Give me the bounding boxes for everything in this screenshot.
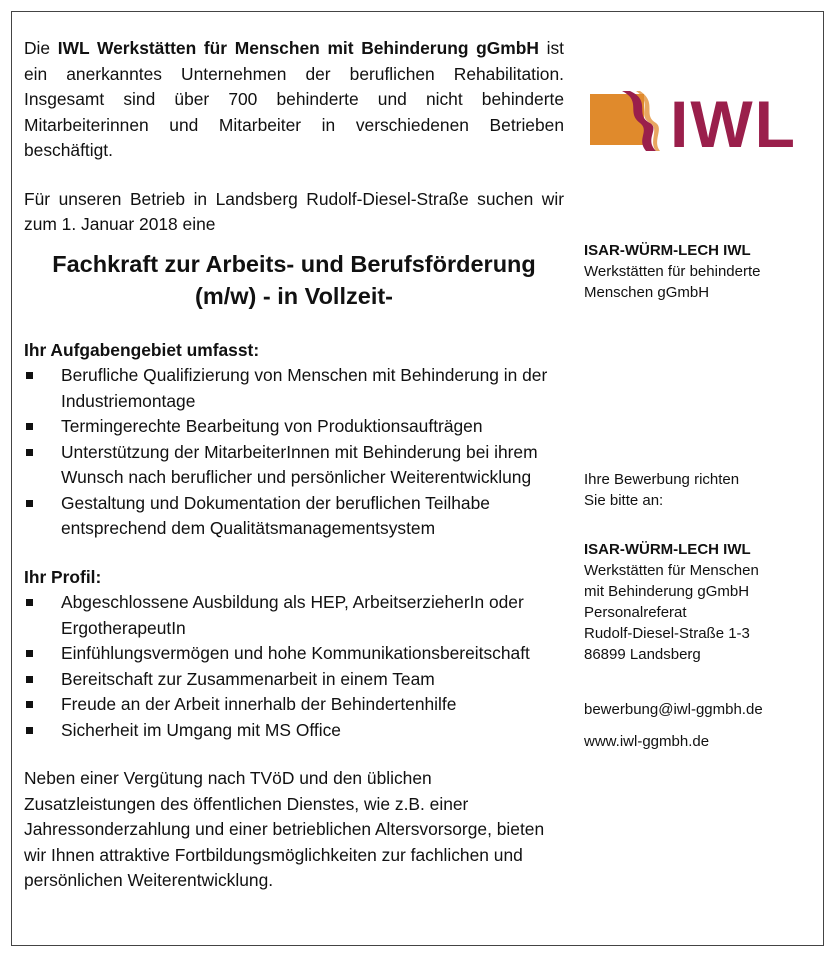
contact-line: mit Behinderung gGmbH xyxy=(584,583,750,600)
closing-paragraph: Neben einer Vergütung nach TVöD und den üblichen Zusatzleistungen des öffentlichen Dienstes, wie z.B. einer Jahressonderzahlung und einer betrieblichen Altersvorsorge, bieten wir Ihnen attraktive Fortbildungsmöglichkeiten zur fachlichen und persönlichen Weiterentwicklung. xyxy=(24,768,545,890)
job-title-line2: (m/w) - in Vollzeit- xyxy=(195,282,393,309)
bullet-icon xyxy=(26,500,33,507)
bullet-icon xyxy=(26,449,33,456)
list-item-text: Unterstützung der MitarbeiterInnen mit Behinderung bei ihrem Wunsch nach beruflicher und persönlicher Weiterentwicklung xyxy=(61,441,538,487)
contact-line: Werkstätten für Menschen xyxy=(584,562,759,579)
list-item xyxy=(24,667,564,693)
intro-text-after: ist ein anerkanntes Unternehmen der beruflichen Rehabilitation. Insgesamt sind über 700 behinderte und nicht behinderte Mitarbeiterinnen und Mitarbeiter in verschiedenen Betrieben beschäftigt. xyxy=(24,38,564,160)
sidebar-apply-line: Sie bitte an: xyxy=(584,492,664,509)
contact-line: Personalreferat xyxy=(584,604,687,621)
sidebar-apply-note xyxy=(584,469,814,511)
job-ad-main-column xyxy=(24,36,564,894)
list-item-text: Einfühlungsvermögen und hohe Kommunikationsbereitschaft xyxy=(61,643,530,663)
sidebar-org-name: ISAR-WÜRM-LECH IWL xyxy=(584,242,751,259)
contact-line: Rudolf-Diesel-Straße 1-3 xyxy=(584,625,750,642)
sidebar-website[interactable] xyxy=(584,731,814,752)
bullet-icon xyxy=(26,727,33,734)
contact-name: ISAR-WÜRM-LECH IWL xyxy=(584,541,751,558)
intro-company-name: IWL Werkstätten für Menschen mit Behinderung gGmbH xyxy=(57,38,539,58)
sidebar-apply-line: Ihre Bewerbung richten xyxy=(584,471,740,488)
email-link[interactable]: bewerbung@iwl-ggmbh.de xyxy=(584,701,763,718)
list-item xyxy=(24,590,564,641)
profile-list xyxy=(24,590,564,743)
list-item xyxy=(24,491,564,542)
bullet-icon xyxy=(26,423,33,430)
sidebar-contact-address xyxy=(584,539,814,665)
list-item-text: Berufliche Qualifizierung von Menschen mit Behinderung in der Industriemontage xyxy=(61,365,548,411)
tasks-list xyxy=(24,363,564,542)
tasks-heading: Ihr Aufgabengebiet umfasst: xyxy=(24,339,260,360)
bullet-icon xyxy=(26,650,33,657)
website-link[interactable]: www.iwl-ggmbh.de xyxy=(584,733,710,750)
bullet-icon xyxy=(26,599,33,606)
logo-text: IWL xyxy=(670,87,797,161)
profile-heading: Ihr Profil: xyxy=(24,566,102,587)
intro-text-before: Die xyxy=(24,38,58,58)
list-item-text: Sicherheit im Umgang mit MS Office xyxy=(61,719,341,740)
sidebar-org-line: Menschen gGmbH xyxy=(584,284,710,301)
search-paragraph: Für unseren Betrieb in Landsberg Rudolf-Diesel-Straße suchen wir zum 1. Januar 2018 eine xyxy=(24,188,564,234)
contact-line: 86899 Landsberg xyxy=(584,646,701,663)
list-item-text: Gestaltung und Dokumentation der beruflichen Teilhabe entsprechend dem Qualitätsmanagementsystem xyxy=(61,492,490,538)
list-item-text: Bereitschaft zur Zusammenarbeit in einem Team xyxy=(61,668,435,689)
job-title xyxy=(24,248,564,312)
iwl-logo xyxy=(590,87,797,161)
list-item xyxy=(24,692,564,718)
list-item-text: Abgeschlossene Ausbildung als HEP, ArbeitserzieherIn oder ErgotherapeutIn xyxy=(61,592,524,638)
intro-paragraph xyxy=(24,36,564,164)
bullet-icon xyxy=(26,701,33,708)
bullet-icon xyxy=(26,676,33,683)
list-item xyxy=(24,641,564,667)
list-item-text: Freude an der Arbeit innerhalb der Behindertenhilfe xyxy=(61,694,457,714)
sidebar-email[interactable] xyxy=(584,699,814,720)
list-item xyxy=(24,718,564,744)
sidebar-org-line: Werkstätten für behinderte xyxy=(584,263,761,280)
list-item xyxy=(24,363,564,414)
sidebar-organization xyxy=(584,240,814,303)
list-item xyxy=(24,414,564,440)
list-item xyxy=(24,440,564,491)
job-title-line1: Fachkraft zur Arbeits- und Berufsförderung xyxy=(52,250,536,277)
bullet-icon xyxy=(26,372,33,379)
list-item-text: Termingerechte Bearbeitung von Produktionsaufträgen xyxy=(61,416,483,436)
